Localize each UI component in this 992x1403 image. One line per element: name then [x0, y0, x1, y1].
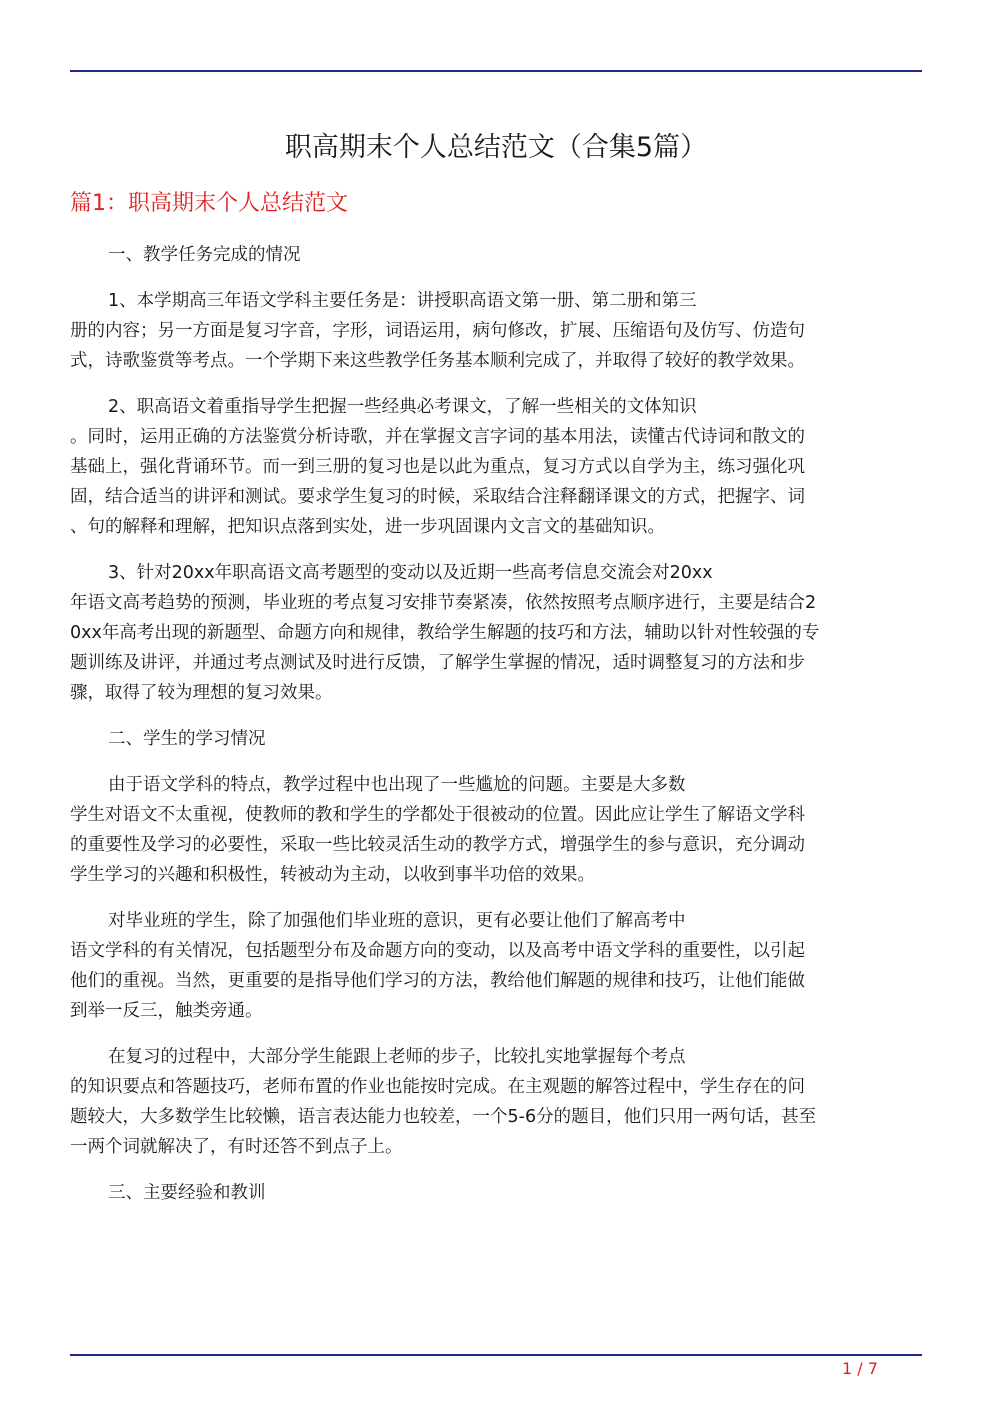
paragraph-line: 的重要性及学习的必要性，采取一些比较灵活生动的教学方式，增强学生的参与意识，充分调动: [70, 835, 805, 855]
paragraph: [70, 558, 922, 708]
document-title: 职高期末个人总结范文（合集5篇）: [284, 132, 708, 163]
section-title: 篇1：职高期末个人总结范文: [70, 191, 348, 216]
footer-rule: [70, 1354, 922, 1356]
paragraph-line: 3、针对20xx年职高语文高考题型的变动以及近期一些高考信息交流会对20xx: [108, 563, 713, 583]
paragraph-line: 1、本学期高三年语文学科主要任务是：讲授职高语文第一册、第二册和第三: [108, 291, 697, 311]
paragraph-line: 固，结合适当的讲评和测试。要求学生复习的时候，采取结合注释翻译课文的方式，把握字、词: [70, 487, 805, 507]
paragraph-line: 在复习的过程中，大部分学生能跟上老师的步子，比较扎实地掌握每个考点: [108, 1047, 686, 1067]
paragraph-line: 年语文高考趋势的预测，毕业班的考点复习安排节奏紧凑，依然按照考点顺序进行，主要是结合2: [70, 593, 817, 613]
paragraph-line: 的知识要点和答题技巧，老师布置的作业也能按时完成。在主观题的解答过程中，学生存在的问: [70, 1077, 805, 1097]
paragraph-line: 基础上，强化背诵环节。而一到三册的复习也是以此为重点，复习方式以自学为主，练习强化巩: [70, 457, 805, 477]
document-body: [70, 240, 922, 1224]
paragraph-line: 一、教学任务完成的情况: [108, 245, 301, 265]
paragraph-line: 一两个词就解决了，有时还答不到点子上。: [70, 1137, 403, 1157]
paragraph-line: 题较大，大多数学生比较懒，语言表达能力也较差，一个5-6分的题目，他们只用一两句话，甚至: [70, 1107, 817, 1127]
paragraph: [70, 906, 922, 1026]
paragraph-line: 语文学科的有关情况，包括题型分布及命题方向的变动，以及高考中语文学科的重要性，以引起: [70, 941, 805, 961]
paragraph: [70, 770, 922, 890]
paragraph-line: 由于语文学科的特点，教学过程中也出现了一些尴尬的问题。主要是大多数: [108, 775, 686, 795]
paragraph-line: 到举一反三，触类旁通。: [70, 1001, 263, 1021]
paragraph-line: 学生对语文不太重视，使教师的教和学生的学都处于很被动的位置。因此应让学生了解语文学科: [70, 805, 805, 825]
paragraph-line: 学生学习的兴趣和积极性，转被动为主动，以收到事半功倍的效果。: [70, 865, 595, 885]
paragraph-line: 他们的重视。当然，更重要的是指导他们学习的方法，教给他们解题的规律和技巧，让他们能做: [70, 971, 805, 991]
page-number: 1 / 7: [842, 1359, 878, 1378]
paragraph-line: 对毕业班的学生，除了加强他们毕业班的意识，更有必要让他们了解高考中: [108, 911, 686, 931]
paragraph-line: 二、学生的学习情况: [108, 729, 266, 749]
paragraph: [70, 240, 922, 270]
paragraph: [70, 286, 922, 376]
paragraph-line: 式，诗歌鉴赏等考点。一个学期下来这些教学任务基本顺利完成了，并取得了较好的教学效果。: [70, 351, 805, 371]
paragraph-line: 题训练及讲评，并通过考点测试及时进行反馈，了解学生掌握的情况，适时调整复习的方法和步: [70, 653, 805, 673]
paragraph-line: 骤，取得了较为理想的复习效果。: [70, 683, 333, 703]
paragraph-line: 。同时，运用正确的方法鉴赏分析诗歌，并在掌握文言字词的基本用法，读懂古代诗词和散文的: [70, 427, 805, 447]
paragraph-line: 三、主要经验和教训: [108, 1183, 266, 1203]
paragraph: [70, 724, 922, 754]
paragraph-line: 2、职高语文着重指导学生把握一些经典必考课文，了解一些相关的文体知识: [108, 397, 697, 417]
paragraph: [70, 392, 922, 542]
header-rule: [70, 70, 922, 72]
paragraph: [70, 1042, 922, 1162]
paragraph-line: 、句的解释和理解，把知识点落到实处，进一步巩固课内文言文的基础知识。: [70, 517, 665, 537]
paragraph-line: 册的内容；另一方面是复习字音，字形，词语运用，病句修改，扩展、压缩语句及仿写、仿造句: [70, 321, 805, 341]
paragraph-line: 0xx年高考出现的新题型、命题方向和规律，教给学生解题的技巧和方法，辅助以针对性较强的专: [70, 623, 820, 643]
paragraph: [70, 1178, 922, 1208]
